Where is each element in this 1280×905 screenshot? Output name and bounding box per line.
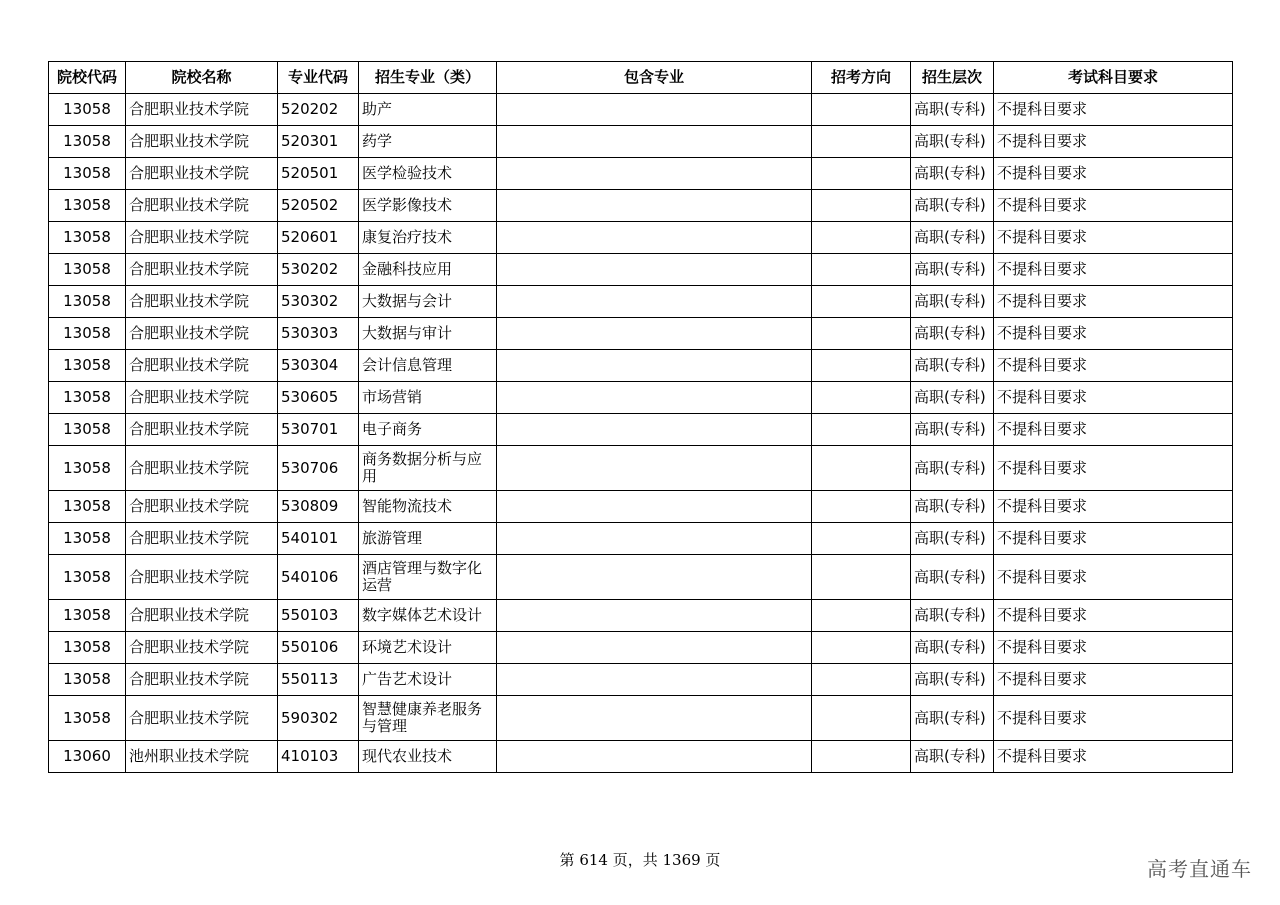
cell-major: 旅游管理 xyxy=(359,523,497,555)
cell-direction xyxy=(812,446,911,491)
table-row xyxy=(49,491,1233,523)
cell-major-code: 550106 xyxy=(278,632,359,664)
table-row xyxy=(49,350,1233,382)
header-major-code: 专业代码 xyxy=(278,62,359,94)
table-row xyxy=(49,446,1233,491)
cell-major-code: 520502 xyxy=(278,190,359,222)
cell-included-majors xyxy=(497,190,812,222)
cell-subject-requirement: 不提科目要求 xyxy=(994,491,1233,523)
page-number: 第 614 页，共 1369 页 xyxy=(559,851,721,869)
cell-school-name: 合肥职业技术学院 xyxy=(126,158,278,190)
cell-level: 高职(专科) xyxy=(911,158,994,190)
cell-school-code: 13058 xyxy=(49,382,126,414)
cell-school-name: 合肥职业技术学院 xyxy=(126,190,278,222)
cell-school-name: 合肥职业技术学院 xyxy=(126,414,278,446)
header-direction: 招考方向 xyxy=(812,62,911,94)
cell-major-code: 520601 xyxy=(278,222,359,254)
cell-level: 高职(专科) xyxy=(911,126,994,158)
cell-direction xyxy=(812,94,911,126)
cell-major-code: 530304 xyxy=(278,350,359,382)
cell-school-code: 13060 xyxy=(49,741,126,773)
admission-table xyxy=(48,61,1233,773)
cell-school-code: 13058 xyxy=(49,664,126,696)
cell-school-name: 合肥职业技术学院 xyxy=(126,94,278,126)
header-included-majors: 包含专业 xyxy=(497,62,812,94)
table-row xyxy=(49,632,1233,664)
cell-direction xyxy=(812,126,911,158)
cell-subject-requirement: 不提科目要求 xyxy=(994,696,1233,741)
cell-school-code: 13058 xyxy=(49,126,126,158)
cell-major: 环境艺术设计 xyxy=(359,632,497,664)
cell-subject-requirement: 不提科目要求 xyxy=(994,555,1233,600)
cell-level: 高职(专科) xyxy=(911,446,994,491)
cell-major: 大数据与会计 xyxy=(359,286,497,318)
cell-major-code: 540106 xyxy=(278,555,359,600)
cell-subject-requirement: 不提科目要求 xyxy=(994,632,1233,664)
cell-level: 高职(专科) xyxy=(911,555,994,600)
cell-direction xyxy=(812,523,911,555)
cell-major: 电子商务 xyxy=(359,414,497,446)
cell-included-majors xyxy=(497,350,812,382)
cell-major-code: 530303 xyxy=(278,318,359,350)
cell-level: 高职(专科) xyxy=(911,190,994,222)
cell-school-name: 池州职业技术学院 xyxy=(126,741,278,773)
cell-subject-requirement: 不提科目要求 xyxy=(994,523,1233,555)
cell-included-majors xyxy=(497,741,812,773)
cell-included-majors xyxy=(497,94,812,126)
cell-major-code: 410103 xyxy=(278,741,359,773)
cell-included-majors xyxy=(497,555,812,600)
cell-level: 高职(专科) xyxy=(911,664,994,696)
cell-included-majors xyxy=(497,222,812,254)
cell-major-code: 520501 xyxy=(278,158,359,190)
table-row xyxy=(49,222,1233,254)
cell-included-majors xyxy=(497,254,812,286)
cell-subject-requirement: 不提科目要求 xyxy=(994,741,1233,773)
cell-major: 数字媒体艺术设计 xyxy=(359,600,497,632)
cell-school-code: 13058 xyxy=(49,414,126,446)
table-row xyxy=(49,190,1233,222)
cell-level: 高职(专科) xyxy=(911,632,994,664)
cell-included-majors xyxy=(497,318,812,350)
cell-level: 高职(专科) xyxy=(911,222,994,254)
cell-major-code: 520301 xyxy=(278,126,359,158)
cell-school-code: 13058 xyxy=(49,222,126,254)
cell-included-majors xyxy=(497,158,812,190)
cell-school-code: 13058 xyxy=(49,158,126,190)
cell-included-majors xyxy=(497,382,812,414)
cell-school-code: 13058 xyxy=(49,190,126,222)
table-row xyxy=(49,158,1233,190)
cell-direction xyxy=(812,555,911,600)
table-row xyxy=(49,286,1233,318)
cell-major-code: 530706 xyxy=(278,446,359,491)
cell-school-code: 13058 xyxy=(49,446,126,491)
cell-school-name: 合肥职业技术学院 xyxy=(126,600,278,632)
cell-school-name: 合肥职业技术学院 xyxy=(126,126,278,158)
cell-school-name: 合肥职业技术学院 xyxy=(126,491,278,523)
cell-school-code: 13058 xyxy=(49,254,126,286)
cell-level: 高职(专科) xyxy=(911,94,994,126)
cell-subject-requirement: 不提科目要求 xyxy=(994,446,1233,491)
cell-included-majors xyxy=(497,523,812,555)
cell-direction xyxy=(812,222,911,254)
cell-school-name: 合肥职业技术学院 xyxy=(126,555,278,600)
table-row xyxy=(49,318,1233,350)
cell-school-code: 13058 xyxy=(49,318,126,350)
watermark: 高考直通车 xyxy=(1147,857,1252,881)
cell-major-code: 520202 xyxy=(278,94,359,126)
table-row xyxy=(49,664,1233,696)
table-row xyxy=(49,741,1233,773)
cell-school-code: 13058 xyxy=(49,696,126,741)
cell-school-name: 合肥职业技术学院 xyxy=(126,523,278,555)
cell-direction xyxy=(812,664,911,696)
header-level: 招生层次 xyxy=(911,62,994,94)
cell-direction xyxy=(812,741,911,773)
cell-school-code: 13058 xyxy=(49,600,126,632)
cell-direction xyxy=(812,158,911,190)
cell-level: 高职(专科) xyxy=(911,600,994,632)
cell-major-code: 530605 xyxy=(278,382,359,414)
cell-major-code: 530202 xyxy=(278,254,359,286)
table-row xyxy=(49,254,1233,286)
cell-school-name: 合肥职业技术学院 xyxy=(126,632,278,664)
cell-subject-requirement: 不提科目要求 xyxy=(994,600,1233,632)
header-school-code: 院校代码 xyxy=(49,62,126,94)
header-school-name: 院校名称 xyxy=(126,62,278,94)
table-body xyxy=(49,94,1233,773)
header-major: 招生专业（类） xyxy=(359,62,497,94)
cell-major-code: 550103 xyxy=(278,600,359,632)
cell-direction xyxy=(812,696,911,741)
cell-subject-requirement: 不提科目要求 xyxy=(994,382,1233,414)
cell-major: 医学检验技术 xyxy=(359,158,497,190)
cell-included-majors xyxy=(497,286,812,318)
cell-major: 助产 xyxy=(359,94,497,126)
cell-major: 药学 xyxy=(359,126,497,158)
cell-direction xyxy=(812,600,911,632)
cell-school-name: 合肥职业技术学院 xyxy=(126,222,278,254)
cell-included-majors xyxy=(497,446,812,491)
cell-included-majors xyxy=(497,491,812,523)
cell-school-name: 合肥职业技术学院 xyxy=(126,286,278,318)
table-row xyxy=(49,414,1233,446)
cell-school-code: 13058 xyxy=(49,523,126,555)
cell-major: 会计信息管理 xyxy=(359,350,497,382)
cell-direction xyxy=(812,350,911,382)
cell-major: 现代农业技术 xyxy=(359,741,497,773)
cell-subject-requirement: 不提科目要求 xyxy=(994,158,1233,190)
cell-school-code: 13058 xyxy=(49,491,126,523)
cell-direction xyxy=(812,632,911,664)
cell-subject-requirement: 不提科目要求 xyxy=(994,126,1233,158)
table-row xyxy=(49,600,1233,632)
cell-major-code: 530701 xyxy=(278,414,359,446)
table-row xyxy=(49,696,1233,741)
cell-direction xyxy=(812,190,911,222)
cell-school-code: 13058 xyxy=(49,350,126,382)
cell-major: 医学影像技术 xyxy=(359,190,497,222)
cell-major: 酒店管理与数字化运营 xyxy=(359,555,497,600)
cell-included-majors xyxy=(497,696,812,741)
cell-major-code: 550113 xyxy=(278,664,359,696)
cell-included-majors xyxy=(497,126,812,158)
cell-school-name: 合肥职业技术学院 xyxy=(126,696,278,741)
cell-level: 高职(专科) xyxy=(911,491,994,523)
cell-direction xyxy=(812,414,911,446)
cell-direction xyxy=(812,318,911,350)
cell-subject-requirement: 不提科目要求 xyxy=(994,222,1233,254)
cell-direction xyxy=(812,286,911,318)
cell-school-name: 合肥职业技术学院 xyxy=(126,446,278,491)
table-row xyxy=(49,126,1233,158)
cell-subject-requirement: 不提科目要求 xyxy=(994,318,1233,350)
cell-major-code: 530809 xyxy=(278,491,359,523)
header-row xyxy=(49,62,1233,94)
cell-school-name: 合肥职业技术学院 xyxy=(126,664,278,696)
cell-included-majors xyxy=(497,600,812,632)
cell-direction xyxy=(812,491,911,523)
cell-direction xyxy=(812,254,911,286)
cell-level: 高职(专科) xyxy=(911,318,994,350)
cell-school-code: 13058 xyxy=(49,632,126,664)
cell-major: 大数据与审计 xyxy=(359,318,497,350)
cell-level: 高职(专科) xyxy=(911,414,994,446)
header-subject-requirement: 考试科目要求 xyxy=(994,62,1233,94)
cell-subject-requirement: 不提科目要求 xyxy=(994,286,1233,318)
cell-school-code: 13058 xyxy=(49,94,126,126)
table-row xyxy=(49,94,1233,126)
cell-major: 市场营销 xyxy=(359,382,497,414)
cell-major: 广告艺术设计 xyxy=(359,664,497,696)
cell-subject-requirement: 不提科目要求 xyxy=(994,190,1233,222)
cell-school-name: 合肥职业技术学院 xyxy=(126,382,278,414)
cell-included-majors xyxy=(497,632,812,664)
cell-level: 高职(专科) xyxy=(911,696,994,741)
cell-subject-requirement: 不提科目要求 xyxy=(994,350,1233,382)
cell-major-code: 540101 xyxy=(278,523,359,555)
cell-level: 高职(专科) xyxy=(911,741,994,773)
cell-included-majors xyxy=(497,664,812,696)
cell-major-code: 590302 xyxy=(278,696,359,741)
cell-included-majors xyxy=(497,414,812,446)
cell-level: 高职(专科) xyxy=(911,523,994,555)
cell-level: 高职(专科) xyxy=(911,286,994,318)
cell-school-name: 合肥职业技术学院 xyxy=(126,254,278,286)
table-row xyxy=(49,382,1233,414)
cell-direction xyxy=(812,382,911,414)
cell-level: 高职(专科) xyxy=(911,382,994,414)
table-row xyxy=(49,523,1233,555)
cell-school-code: 13058 xyxy=(49,555,126,600)
cell-major: 金融科技应用 xyxy=(359,254,497,286)
cell-subject-requirement: 不提科目要求 xyxy=(994,254,1233,286)
cell-school-code: 13058 xyxy=(49,286,126,318)
cell-subject-requirement: 不提科目要求 xyxy=(994,664,1233,696)
cell-major-code: 530302 xyxy=(278,286,359,318)
cell-subject-requirement: 不提科目要求 xyxy=(994,94,1233,126)
cell-major: 商务数据分析与应用 xyxy=(359,446,497,491)
cell-major: 智能物流技术 xyxy=(359,491,497,523)
cell-level: 高职(专科) xyxy=(911,350,994,382)
cell-major: 康复治疗技术 xyxy=(359,222,497,254)
cell-major: 智慧健康养老服务与管理 xyxy=(359,696,497,741)
cell-level: 高职(专科) xyxy=(911,254,994,286)
cell-school-name: 合肥职业技术学院 xyxy=(126,350,278,382)
table-row xyxy=(49,555,1233,600)
cell-school-name: 合肥职业技术学院 xyxy=(126,318,278,350)
cell-subject-requirement: 不提科目要求 xyxy=(994,414,1233,446)
